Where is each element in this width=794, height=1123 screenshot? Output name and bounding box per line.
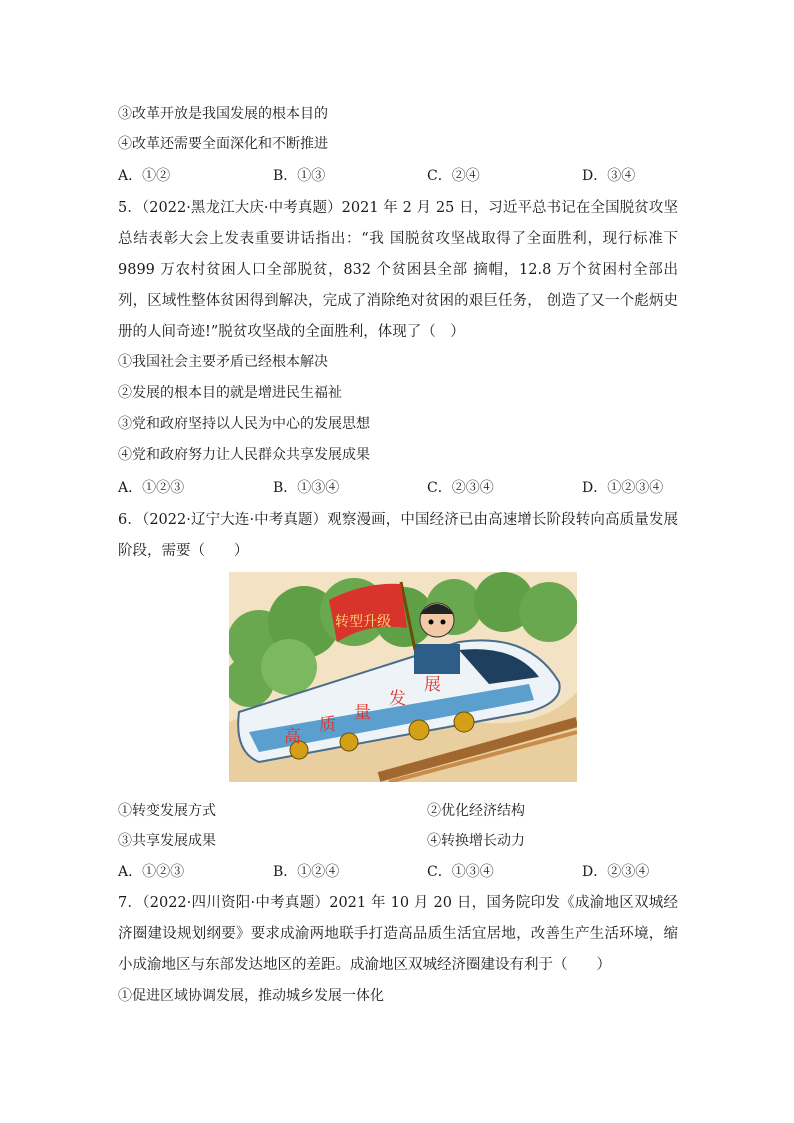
q4-option-b: B．①③ <box>273 168 326 184</box>
q5-statement-2: ②发展的根本目的就是增进民生福祉 <box>118 385 342 401</box>
q5-option-d: D．①②③④ <box>582 480 664 496</box>
q6-statement-1: ①转变发展方式 <box>118 803 216 819</box>
flag-text: 转型升级 <box>335 614 391 630</box>
q6-statements-row-2 <box>118 830 678 850</box>
q5-statement-1: ①我国社会主要矛盾已经根本解决 <box>118 354 328 370</box>
q7-question-text: 7．（2022·四川资阳·中考真题）2021 年 10 月 20 日，国务院印发《成渝地区双城经济圈建设规划纲要》要求成渝两地联手打造高品质生活宜居地，改善生产生活环境，缩小成渝地区与东部发达地区的差距。成渝地区双城经济圈建设有利于（ ） <box>118 895 678 973</box>
q6-option-d: D．②③④ <box>582 864 650 880</box>
train-char-1: 高 <box>284 727 301 747</box>
train-char-2: 质 <box>319 715 336 735</box>
q4-statement-3: ③改革开放是我国发展的根本目的 <box>118 106 328 122</box>
q6-question-text: 6．（2022·辽宁大连·中考真题）观察漫画，中国经济已由高速增长阶段转向高质量发展阶段，需要（ ） <box>118 512 678 559</box>
q4-statement-4: ④改革还需要全面深化和不断推进 <box>118 136 328 152</box>
q4-options <box>118 165 678 185</box>
q6-statement-3: ③共享发展成果 <box>118 833 216 849</box>
q4-option-a: A．①② <box>118 168 171 184</box>
q6-statements-row-1 <box>118 800 678 820</box>
q5-question-text: 5．（2022·黑龙江大庆·中考真题）2021 年 2 月 25 日，习近平总书记在全国脱贫攻坚总结表彰大会上发表重要讲话指出：“我 国脱贫攻坚战取得了全面胜利，现行标准下 9899 万农村贫困人口全部脱贫，832 个贫困县全部 摘帽，12.8 万个贫困村全部出列，区域性整体贫困得到解决，完成了消除绝对贫困的艰巨任务， 创造了又一个彪炳史册的人间奇迹!”脱贫攻坚战的全面胜利，体现了（ ） <box>118 200 678 340</box>
q5-option-c: C．②③④ <box>427 480 494 496</box>
q6-statement-4: ④转换增长动力 <box>427 833 525 849</box>
train-char-3: 量 <box>354 703 371 723</box>
q5-statement-4: ④党和政府努力让人民群众共享发展成果 <box>118 447 370 463</box>
train-char-4: 发 <box>389 689 406 709</box>
q4-option-d: D．③④ <box>582 168 636 184</box>
q6-options <box>118 861 678 881</box>
q4-option-c: C．②④ <box>427 168 480 184</box>
q6-statement-2: ②优化经济结构 <box>427 803 525 819</box>
economy-train-cartoon <box>229 572 577 782</box>
q5-option-b: B．①③④ <box>273 480 340 496</box>
q6-option-b: B．①②④ <box>273 864 340 880</box>
q5-statement-3: ③党和政府坚持以人民为中心的发展思想 <box>118 416 370 432</box>
q6-option-c: C．①③④ <box>427 864 494 880</box>
q5-options <box>118 477 678 497</box>
train-char-5: 展 <box>424 675 441 695</box>
q6-option-a: A．①②③ <box>118 864 185 880</box>
q7-statement-1: ①促进区域协调发展，推动城乡发展一体化 <box>118 988 384 1004</box>
q5-option-a: A．①②③ <box>118 480 185 496</box>
